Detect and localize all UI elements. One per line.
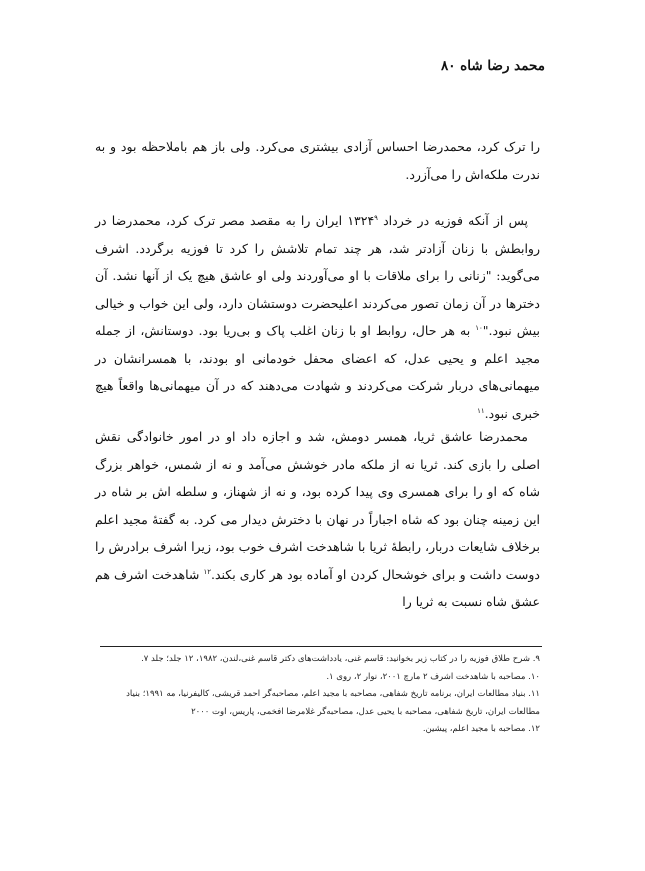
footnote-9: ۹. شرح طلاق فوزیه را در کتاب زیر بخوانید: قاسم غنی، یادداشت‌های دکتر قاسم غنی،لندن، ۱۹۸۲، ۱۲ جلد؛ جلد ۷.	[141, 654, 540, 664]
paragraph-2-text	[95, 207, 540, 427]
paragraph-3-text	[95, 423, 540, 616]
paragraph-3-part-a: محمدرضا عاشق ثریا، همسر دومش، شد و اجازه داد او در امور خانوادگی نقش اصلی را بازی کند. ثریا نه از ملکه مادر خوشش می‌آمد و نه از شمس، خواهر بزرگ شاه که او را برای همسری وی پیدا کرده بود، و نه از شهناز، و سلطه اش بر شاه در این زمینه چنان بود که شاه اجباراً در نهان با دخترش دیدار می کرد. به گفتهٔ مجید اعلم برخلاف شایعات دربار، رابطهٔ ثریا با شاهدخت اشرف خوب بود، زیرا اشرف برادرش را دوست داشت و برای خوشحال کردن او آماده بود هر کاری بکند.	[95, 429, 540, 582]
footnote-ref-12: ۱۲	[203, 567, 211, 576]
footnote-12: ۱۲. مصاحبه با مجید اعلم، پیشین.	[422, 724, 540, 734]
paragraph-3	[95, 423, 540, 616]
paragraph-2-part-a: پس از آنکه فوزیه در خرداد ۱۳۲۴	[347, 213, 528, 228]
paragraph-2-part-b: ایران را به مقصد مصر ترک کرد، محمدرضا در روابطش با زنان آزادتر شد، هر چند تمام تلاشش را کرد تا فوزیه برگردد. اشرف می‌گوید: "زنانی را برای ملاقات با او می‌آوردند ولی او عاشق هیچ یک از آنها نشد. آن دخترها در آن زمان تصور می‌کردند اعلیحضرت دوستشان دارد، ولی این خواب و خیالی بیش نبود."	[95, 213, 540, 338]
footnotes	[95, 651, 540, 739]
footnote-11: ۱۱. بنیاد مطالعات ایران، برنامه تاریخ شفاهی، مصاحبه با مجید اعلم، مصاحبه‌گر احمد قریشی، کالیفرنیا، مه ۱۹۹۱؛ بنیاد مطالعات ایران، تاریخ شفاهی، مصاحبه با یحیی عدل، مصاحبه‌گر غلامرضا افخمی، پاریس، اوت ۲۰۰۰	[126, 689, 540, 717]
footnote-divider	[100, 646, 542, 647]
running-header: محمد رضا شاه ۸۰	[440, 58, 545, 74]
paragraph-2	[95, 207, 540, 427]
footnote-10: ۱۰. مصاحبه با شاهدخت اشرف ۲ مارچ ۲۰۰۱، نوار ۲، روی ۱.	[326, 671, 540, 682]
paragraph-1-text: را ترک کرد، محمدرضا احساس آزادی بیشتری می‌کرد. ولی باز هم باملاحظه بود و به ندرت ملکه‌اش را می‌آزرد.	[95, 139, 540, 182]
footnote-ref-11: ۱۱	[477, 406, 485, 415]
paragraph-1	[95, 133, 540, 188]
footnote-ref-10: ۱۰	[475, 323, 483, 332]
paragraph-2-part-c: به هر حال، روابط او با زنان اغلب پاک و بی‌ریا بود. دوستانش، از جمله مجید اعلم و یحیی عدل، که اعضای محفل خودمانی او بودند، با همسرانشان در میهمانی‌های دربار شرکت می‌کردند و شهادت می‌دهند که در آن میهمانی‌ها واقعاً هیچ خبری نبود.	[95, 323, 540, 421]
footnote-ref-9: ۹	[374, 213, 378, 222]
paragraph-3-part-b: شاهدخت اشرف هم عشق شاه نسبت به ثریا را	[95, 566, 540, 609]
